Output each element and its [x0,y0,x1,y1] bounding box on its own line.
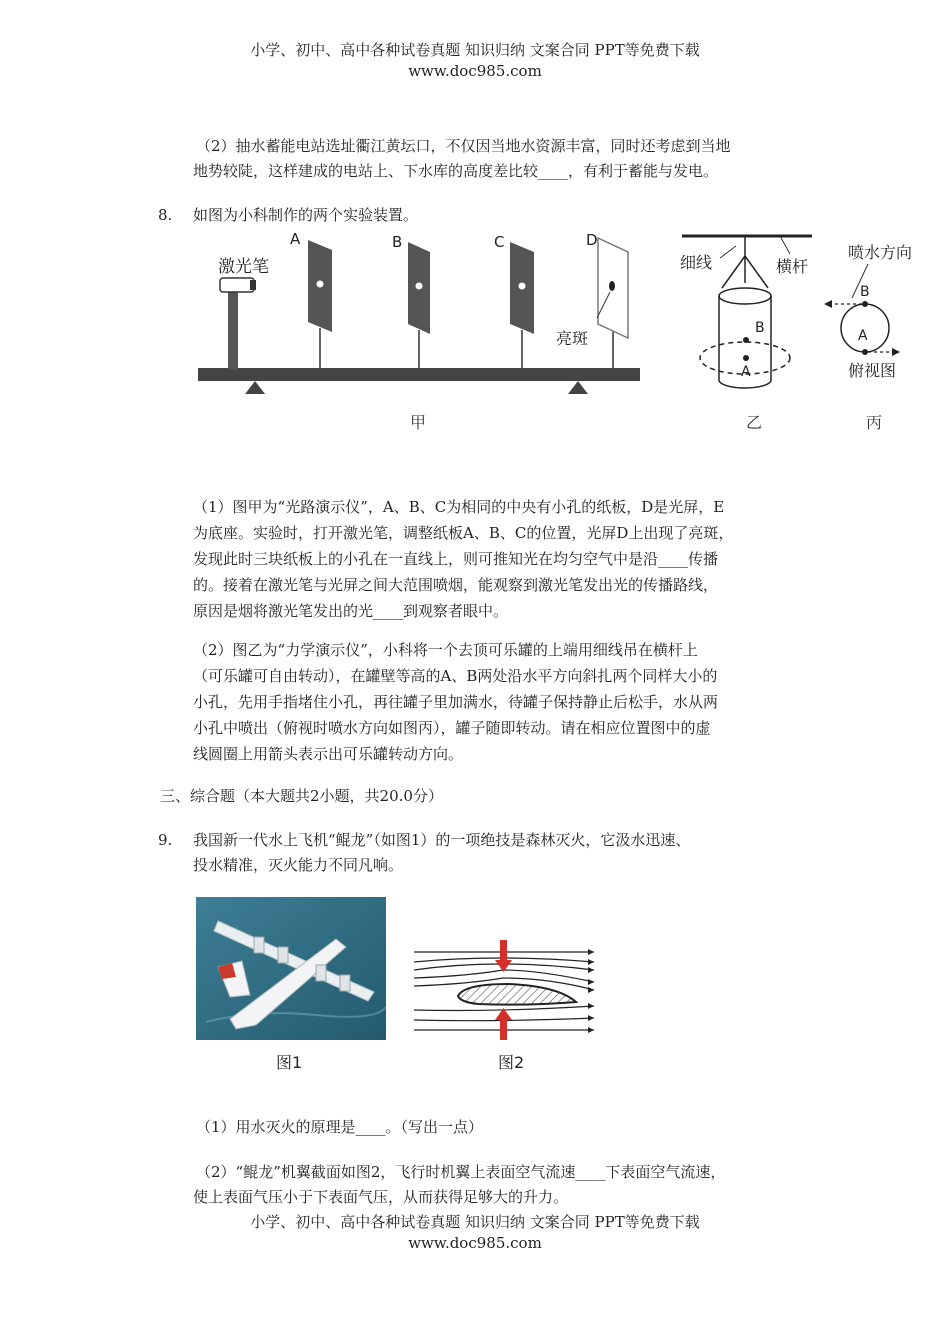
q8-p1-line: 原因是烟将激光笔发出的光____到观察者眼中。 [193,602,509,620]
laser-pen [220,278,254,292]
svg-text:B: B [755,320,765,336]
card-A [290,230,332,368]
q8-p2-line: （2）图乙为“力学演示仪”，小科将一个去顶可乐罐的上端用细线吊在横杆上 [193,641,698,659]
q8-stem: 如图为小科制作的两个实验装置。 [193,206,419,224]
q8-figure [190,228,930,438]
spot-label: 亮斑 [556,329,589,348]
svg-text:A: A [290,230,301,248]
svg-text:C: C [494,233,505,251]
top-view-label: 俯视图 [848,361,897,380]
bench-foot-left [245,381,265,394]
q8-number: 8. [158,206,173,224]
label-bing: 丙 [866,413,883,432]
label-jia: 甲 [410,413,427,432]
screen-D [556,231,628,368]
q8-p1-line: 发现此时三块纸板上的小孔在一直线上，则可推知光在均匀空气中是沿____传播 [193,550,719,568]
airfoil-diagram [408,940,603,1045]
q8-p2-line: 小孔中喷出（俯视时喷水方向如图丙），罐子随即转动。请在相应位置图中的虚 [193,719,711,737]
footer-url: www.doc985.com [408,1234,542,1252]
top-view-diagram [824,243,912,380]
bar-label: 横杆 [776,257,809,276]
card-B [392,233,430,368]
bench-base [198,368,640,381]
section-3-heading: 三、综合题（本大题共2小题，共20.0分） [160,787,443,805]
label-yi: 乙 [746,413,763,432]
svg-text:A: A [741,364,751,380]
q9-stem-line1: 我国新一代水上飞机“鲲龙”（如图1）的一项绝技是森林灭火，它汲水迅速、 [193,831,691,849]
laser-label: 激光笔 [218,257,269,277]
fig1-caption: 图1 [276,1053,303,1072]
laser-stand [228,290,238,370]
header-banner: 小学、初中、高中各种试卷真题 知识归纳 文案合同 PPT等免费下载 [250,41,700,59]
q9-part2-line1: （2）“鲲龙”机翼截面如图2，飞行时机翼上表面空气流速____下表面空气流速， [196,1163,726,1181]
optical-bench-diagram [198,230,640,394]
q9-part2-line2: 使上表面气压小于下表面气压，从而获得足够大的升力。 [193,1188,569,1206]
q9-number: 9. [158,831,173,849]
svg-text:A: A [858,328,868,344]
svg-text:D: D [586,231,598,249]
q8-part2 [193,637,718,767]
q8-p2-line: （可乐罐可自由转动），在罐壁等高的A、B两处沿水平方向斜扎两个同样大小的 [193,667,718,685]
jet-direction-label: 喷水方向 [848,243,913,262]
q8-p2-line: 小孔，先用手指堵住小孔，再往罐子里加满水，待罐子保持静止后松手，水从两 [193,693,719,711]
seaplane-photo [196,897,386,1040]
q8-p2-line: 线圆圈上用箭头表示出可乐罐转动方向。 [193,745,464,763]
q8-p1-line: 的。接着在激光笔与光屏之间大范围喷烟，能观察到激光笔发出光的传播路线， [193,576,719,594]
q7-part2-line2: 地势较陡，这样建成的电站上、下水库的高度差比较____，有利于蓄能与发电。 [193,162,719,180]
q9-part1: （1）用水灭火的原理是____。（写出一点） [196,1118,484,1136]
airfoil-section [458,984,576,1005]
string-label: 细线 [680,253,713,272]
hanging-can-diagram [680,236,812,388]
q9-stem-line2: 投水精准，灭火能力不同凡响。 [193,856,404,874]
card-C [494,233,534,368]
header-url: www.doc985.com [408,62,542,80]
svg-text:B: B [860,284,870,300]
q8-p1-line: 为底座。实验时，打开激光笔，调整纸板A、B、C的位置，光屏D上出现了亮斑， [193,524,734,542]
q8-part1 [193,494,733,624]
fig2-caption: 图2 [498,1053,525,1072]
bench-foot-right [568,381,588,394]
q7-part2-line1: （2）抽水蓄能电站选址衢江黄坛口，不仅因当地水资源丰富，同时还考虑到当地 [196,137,731,155]
q8-p1-line: （1）图甲为“光路演示仪”，A、B、C为相同的中央有小孔的纸板，D是光屏，E [193,498,725,516]
svg-text:B: B [392,233,403,251]
footer-banner: 小学、初中、高中各种试卷真题 知识归纳 文案合同 PPT等免费下载 [250,1213,700,1231]
